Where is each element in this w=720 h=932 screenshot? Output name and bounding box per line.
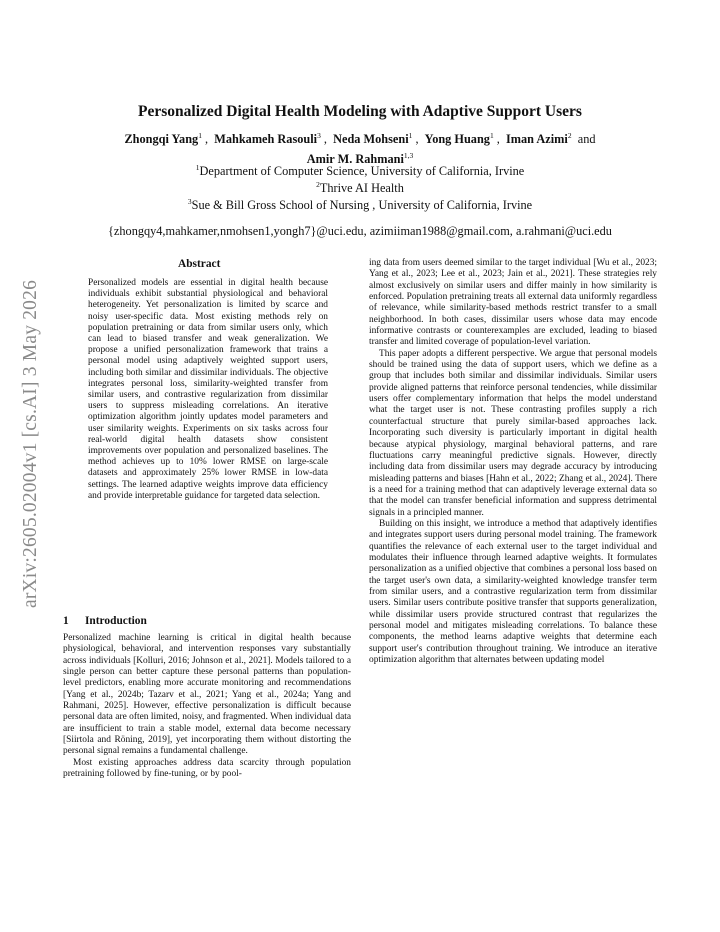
affil-text: Thrive AI Health <box>319 181 404 196</box>
paragraph: ing data from users deemed similar to the target individual [Wu et al., 2023; Yang et al., 2023; Lee et al., 2023; Jain et al., 2021]. These strategies rely almost exclusively on similar users and differ mainly in how similarity is enforced. Population pretraining treats all external data uniformly regardless of relevance, while similarity-based methods restrict transfer to a small neighborhood. In both cases, dissimilar users whose data may encode informative contrasts or counterexamples are excluded, leading to biased transfer and limited coverage of population-level variation. <box>369 258 657 348</box>
right-column-body <box>369 258 657 666</box>
paragraph: Most existing approaches address data scarcity through population pretraining followed by fine-tuning, or by pool- <box>63 757 351 780</box>
author-name: Yong Huang <box>424 132 490 147</box>
section-heading <box>63 615 147 627</box>
paragraph: This paper adopts a different perspective. We argue that personal models should be trained using the data of support users, which we define as a group that includes both similar and dissimilar individuals. Similar users provide aligned patterns that reinforce personal tendencies, while dissimilar users offer complementary information that helps the model understand what the target user is not. These contrasting profiles supply a rich counterfactual structure that purely similar-based approaches lack. Incorporating such diversity is particularly important in digital health because atypical physiology, marginal behavioral patterns, and rare fluctuations carry meaningful predictive signals. However, directly including data from dissimilar users may degrade accuracy by introducing misleading patterns and biases [Hahn et al., 2022; Zhang et al., 2024]. There is a need for a training method that can adaptively leverage external data so that the model can transfer beneficial information and suppress detrimental signals in a principled manner. <box>369 348 657 518</box>
paper-title: Personalized Digital Health Modeling with Adaptive Support Users <box>138 103 582 120</box>
author-list: Zhongqi Yang$^1$ , Mahkameh Rasouli$^3$ , Neda Mohseni$^1$ , Yong Huang$^1$ , Iman Azimi$^2$ and Amir M. Rahmani$^{1,3}$ <box>124 131 596 166</box>
affil-text: Sue & Bill Gross School of Nursing , University of California, Irvine <box>191 198 533 213</box>
author-name: Iman Azimi <box>506 132 568 147</box>
author-name: Mahkameh Rasouli <box>214 132 318 147</box>
left-column-body <box>63 633 351 780</box>
arxiv-stamp: arXiv:2605.02004v1 [cs.AI] 3 May 2026 <box>20 279 41 608</box>
author-affil-mark: 1 <box>198 131 202 140</box>
section-title: Introduction <box>85 615 147 627</box>
author-affil-mark: 1,3 <box>403 150 414 160</box>
affil-text: Department of Computer Science, University of California, Irvine <box>199 164 525 179</box>
author-name: Neda Mohseni <box>333 132 409 147</box>
abstract-text: Personalized models are essential in digital health because individuals exhibit substantial physiological and behavioral heterogeneity. Yet personalization is limited by scarce and noisy user-specific data. Most existing methods rely on population pretraining or data from similar users only, which can lead to biased transfer and weak generalization. We propose a unified personalization framework that trains a personal model using adaptively weighted support users, including both similar and dissimilar individuals. The objective integrates personal loss, similarity-weighted transfer from similar users, and contrastive regularization from dissimilar users to suppress misleading correlations. An iterative optimization algorithm jointly updates model parameters and user similarity weights. Experiments on six tasks across four real-world digital health datasets show consistent improvements over population and personalized baselines. The method achieves up to 10% lower RMSE on large-scale datasets and approximately 25% lower RMSE in low-data settings. The learned adaptive weights improve data efficiency and provide interpretable guidance for targeted data selection. <box>88 278 328 501</box>
affil-mark: 3 <box>187 197 192 206</box>
author-conjunction: and <box>577 132 596 147</box>
paragraph: Personalized machine learning is critical in digital health because physiological, behavioral, and intervention responses vary substantially across individuals [Kolluri, 2016; Johnson et al., 2021]. Models tailored to a single person can better capture these personal patterns than population-level predictors, enabling more accurate monitoring and recommendations [Yang et al., 2024b; Tazarv et al., 2021; Yang et al., 2024a; Yang and Rahmani, 2025]. However, effective personalization is difficult because personal data are often limited, noisy, and fragmented. When individual data are insufficient to train a stable model, external data become necessary [Siirtola and Röning, 2019], yet incorporating them without distorting the personal signal remains a fundamental challenge. <box>63 633 351 757</box>
author-affil-mark: 3 <box>317 131 321 140</box>
affil-mark: 1 <box>195 163 200 172</box>
affiliation-1 <box>0 163 720 179</box>
abstract-heading: Abstract <box>178 258 221 270</box>
affiliation-3 <box>0 197 720 213</box>
section-number: 1 <box>63 615 69 627</box>
affiliation-2 <box>0 180 720 196</box>
author-affil-mark: 1 <box>408 131 413 140</box>
author-name: Zhongqi Yang <box>124 132 199 147</box>
author-emails: {zhongqy4,mahkamer,nmohsen1,yongh7}@uci.edu, azimiiman1988@gmail.com, a.rahmani@uci.edu <box>108 224 612 238</box>
author-affil-mark: 1 <box>489 131 494 140</box>
author-name: Amir M. Rahmani <box>306 151 404 166</box>
paragraph: Building on this insight, we introduce a method that adaptively identifies and integrates support users during personal model training. The framework quantifies the relevance of each external user to the target individual and modulates their influence through learned adaptive weights. It formulates personalization as a unified objective that combines a personal loss based on the target user's own data, a similarity-weighted knowledge transfer term from similar users, and a contrastive regularization term from dissimilar users. Similar users contribute positive transfer that supports generalization, while dissimilar users provide structured contrast that regularizes the personal model and mitigates misleading correlations. To balance these components, the method learns adaptive weights that determine each support user's contribution throughout training. We introduce an iterative optimization algorithm that alternates between updating model <box>369 518 657 666</box>
affil-mark: 2 <box>316 180 320 189</box>
author-affil-mark: 2 <box>567 131 572 140</box>
